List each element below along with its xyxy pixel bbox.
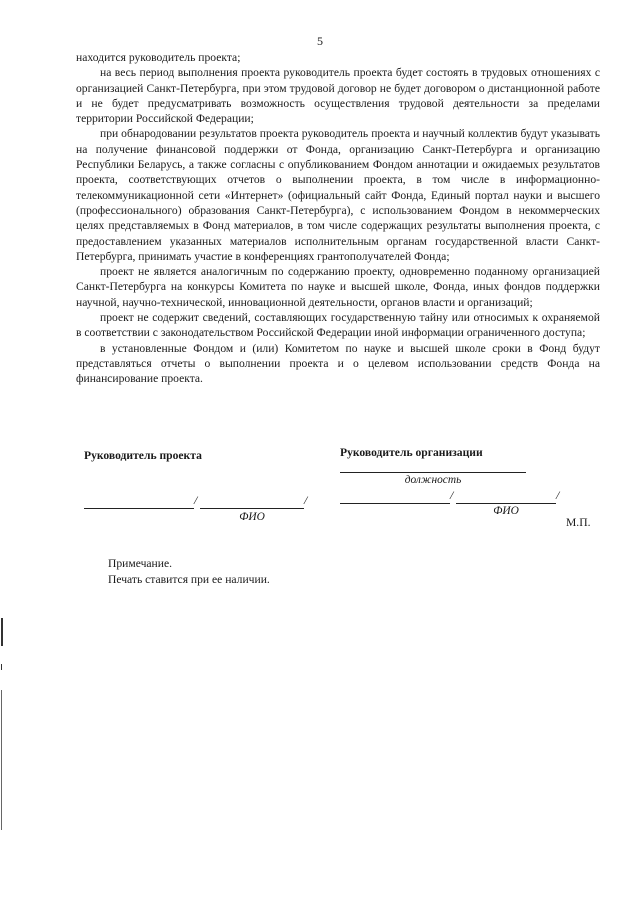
scan-edge-mark (1, 664, 2, 670)
organization-head-slash: / (450, 488, 454, 502)
note-text: Печать ставится при ее наличии. (108, 572, 270, 586)
paragraph-reports: в установленные Фондом и (или) Комитетом по науке и высшей школе сроки в Фонд будут представляться отчеты о выполнении проекта и о целевом использовании средств Фонда на финансирование проекта. (76, 341, 600, 386)
organization-head-position-caption: должность (404, 474, 462, 486)
organization-head-name-line (456, 503, 556, 504)
body-text (76, 50, 600, 387)
paragraph-secrecy: проект не содержит сведений, составляющих государственную тайну или относимых к охраняемой в соответствии с законодательством Российской Федерации иной информации ограниченного доступа; (76, 311, 600, 340)
scan-edge-mark (1, 690, 2, 830)
note-title: Примечание. (108, 557, 172, 570)
project-leader-slash-end: / (304, 493, 308, 507)
note (108, 556, 270, 587)
project-leader-name-line (200, 508, 304, 509)
organization-head-position-line (340, 472, 526, 473)
paragraph-publication: при обнародовании результатов проекта руководитель проекта и научный коллектив будут указывать на получение финансовой поддержки от Фонда, организацию Санкт-Петербурга и организацию Республики Беларусь, а также согласны с опубликованием Фондом аннотации и ожидаемых результатов проекта, соответствующих отчетов о выполнении проекта, в том числе в информационно-телекоммуникационной сети «Интернет» (официальный сайт Фонда, Единый портал науки и высшего (профессионального) образования Санкт-Петербурга), с использованием Фондом в некоммерческих целях представляемых в Фонд материалов, в том числе содержащих результаты выполнения проекта, с предоставлением указанных материалов исполнительным органам государственной власти Санкт-Петербурга, принимать участие в конференциях грантополучателей Фонда; (76, 127, 600, 263)
page-number: 5 (317, 34, 323, 48)
project-leader-slash: / (194, 493, 198, 507)
paragraph-continuation: находится руководитель проекта; (76, 51, 241, 64)
organization-head-slash-end: / (556, 488, 560, 502)
seal-mark: М.П. (566, 516, 591, 529)
project-leader-signature-line (84, 508, 194, 509)
paragraph-employment: на весь период выполнения проекта руководитель проекта будет состоять в трудовых отношениях с организацией Санкт-Петербурга, при этом трудовой договор не будет договором о дистанционной работе и не будет предусматривать возможность осуществления трудовой деятельности за пределами территории Российской Федерации; (76, 66, 600, 126)
organization-head-signature-line (340, 503, 450, 504)
project-leader-heading: Руководитель проекта (84, 449, 202, 462)
organization-head-name-caption: ФИО (493, 505, 519, 517)
project-leader-name-caption: ФИО (239, 511, 265, 523)
paragraph-originality: проект не является аналогичным по содержанию проекту, одновременно поданному организацией Санкт-Петербурга на конкурсы Комитета по науке и высшей школе, Фонда, иных фондов поддержки научной, научно-технической, инновационной деятельности, органов власти и организаций; (76, 265, 600, 309)
scan-edge-mark (1, 618, 3, 646)
organization-head-heading: Руководитель организации (340, 446, 483, 459)
